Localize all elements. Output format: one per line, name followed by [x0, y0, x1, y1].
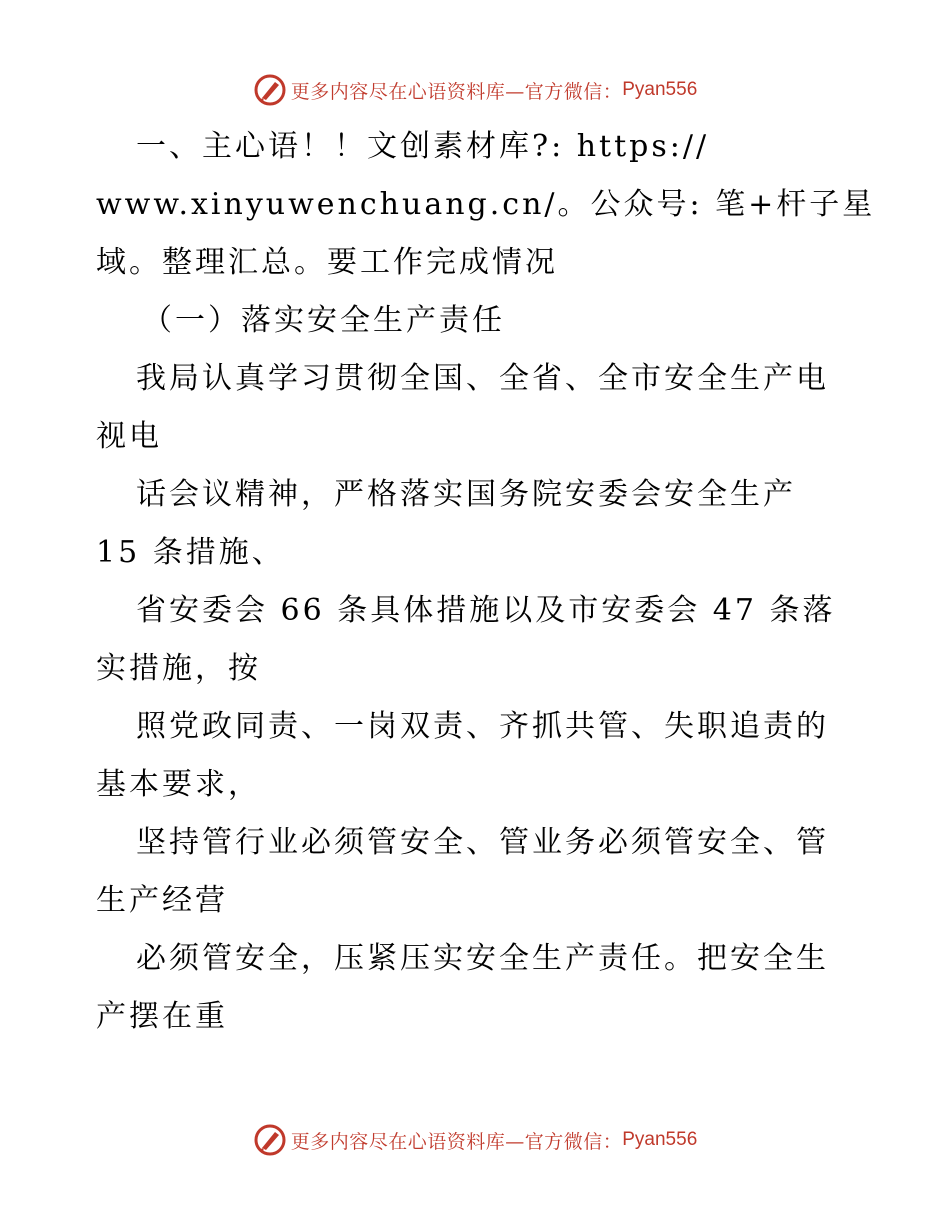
body-line: 产摆在重	[96, 999, 228, 1034]
body-line: 必须管安全，压紧压实安全生产责任。把安全生	[136, 941, 829, 976]
body-line: 一、主心语！！文创素材库?: https://	[136, 129, 710, 164]
banner-wechat-id: Pyan556	[622, 1129, 698, 1150]
body-line: 视电	[96, 419, 162, 454]
section-heading: （一）落实安全生产责任	[142, 303, 505, 338]
body-line: www.xinyuwenchuang.cn/。公众号: 笔+杆子星	[96, 187, 876, 222]
body-line: 域。整理汇总。要工作完成情况	[96, 245, 558, 280]
banner-wechat-id: Pyan556	[622, 79, 698, 100]
pen-logo-icon	[253, 1123, 287, 1157]
header-watermark-banner	[0, 70, 950, 110]
body-line: 实措施，按	[96, 651, 261, 686]
body-line: 基本要求，	[96, 767, 261, 802]
footer-watermark-banner	[0, 1120, 950, 1160]
body-line: 生产经营	[96, 883, 228, 918]
body-line: 15 条措施、	[96, 535, 285, 570]
body-line: 我局认真学习贯彻全国、全省、全市安全生产电	[136, 361, 829, 396]
pen-logo-icon	[253, 73, 287, 107]
body-line: 话会议精神，严格落实国务院安委会安全生产	[136, 477, 796, 512]
document-body	[96, 118, 876, 1046]
body-line: 坚持管行业必须管安全、管业务必须管安全、管	[136, 825, 829, 860]
body-line: 省安委会 66 条具体措施以及市安委会 47 条落	[136, 593, 836, 628]
body-line: 照党政同责、一岗双责、齐抓共管、失职追责的	[136, 709, 829, 744]
banner-text: 更多内容尽在心语资料库—官方微信：	[290, 1130, 623, 1153]
banner-text: 更多内容尽在心语资料库—官方微信：	[290, 80, 623, 103]
